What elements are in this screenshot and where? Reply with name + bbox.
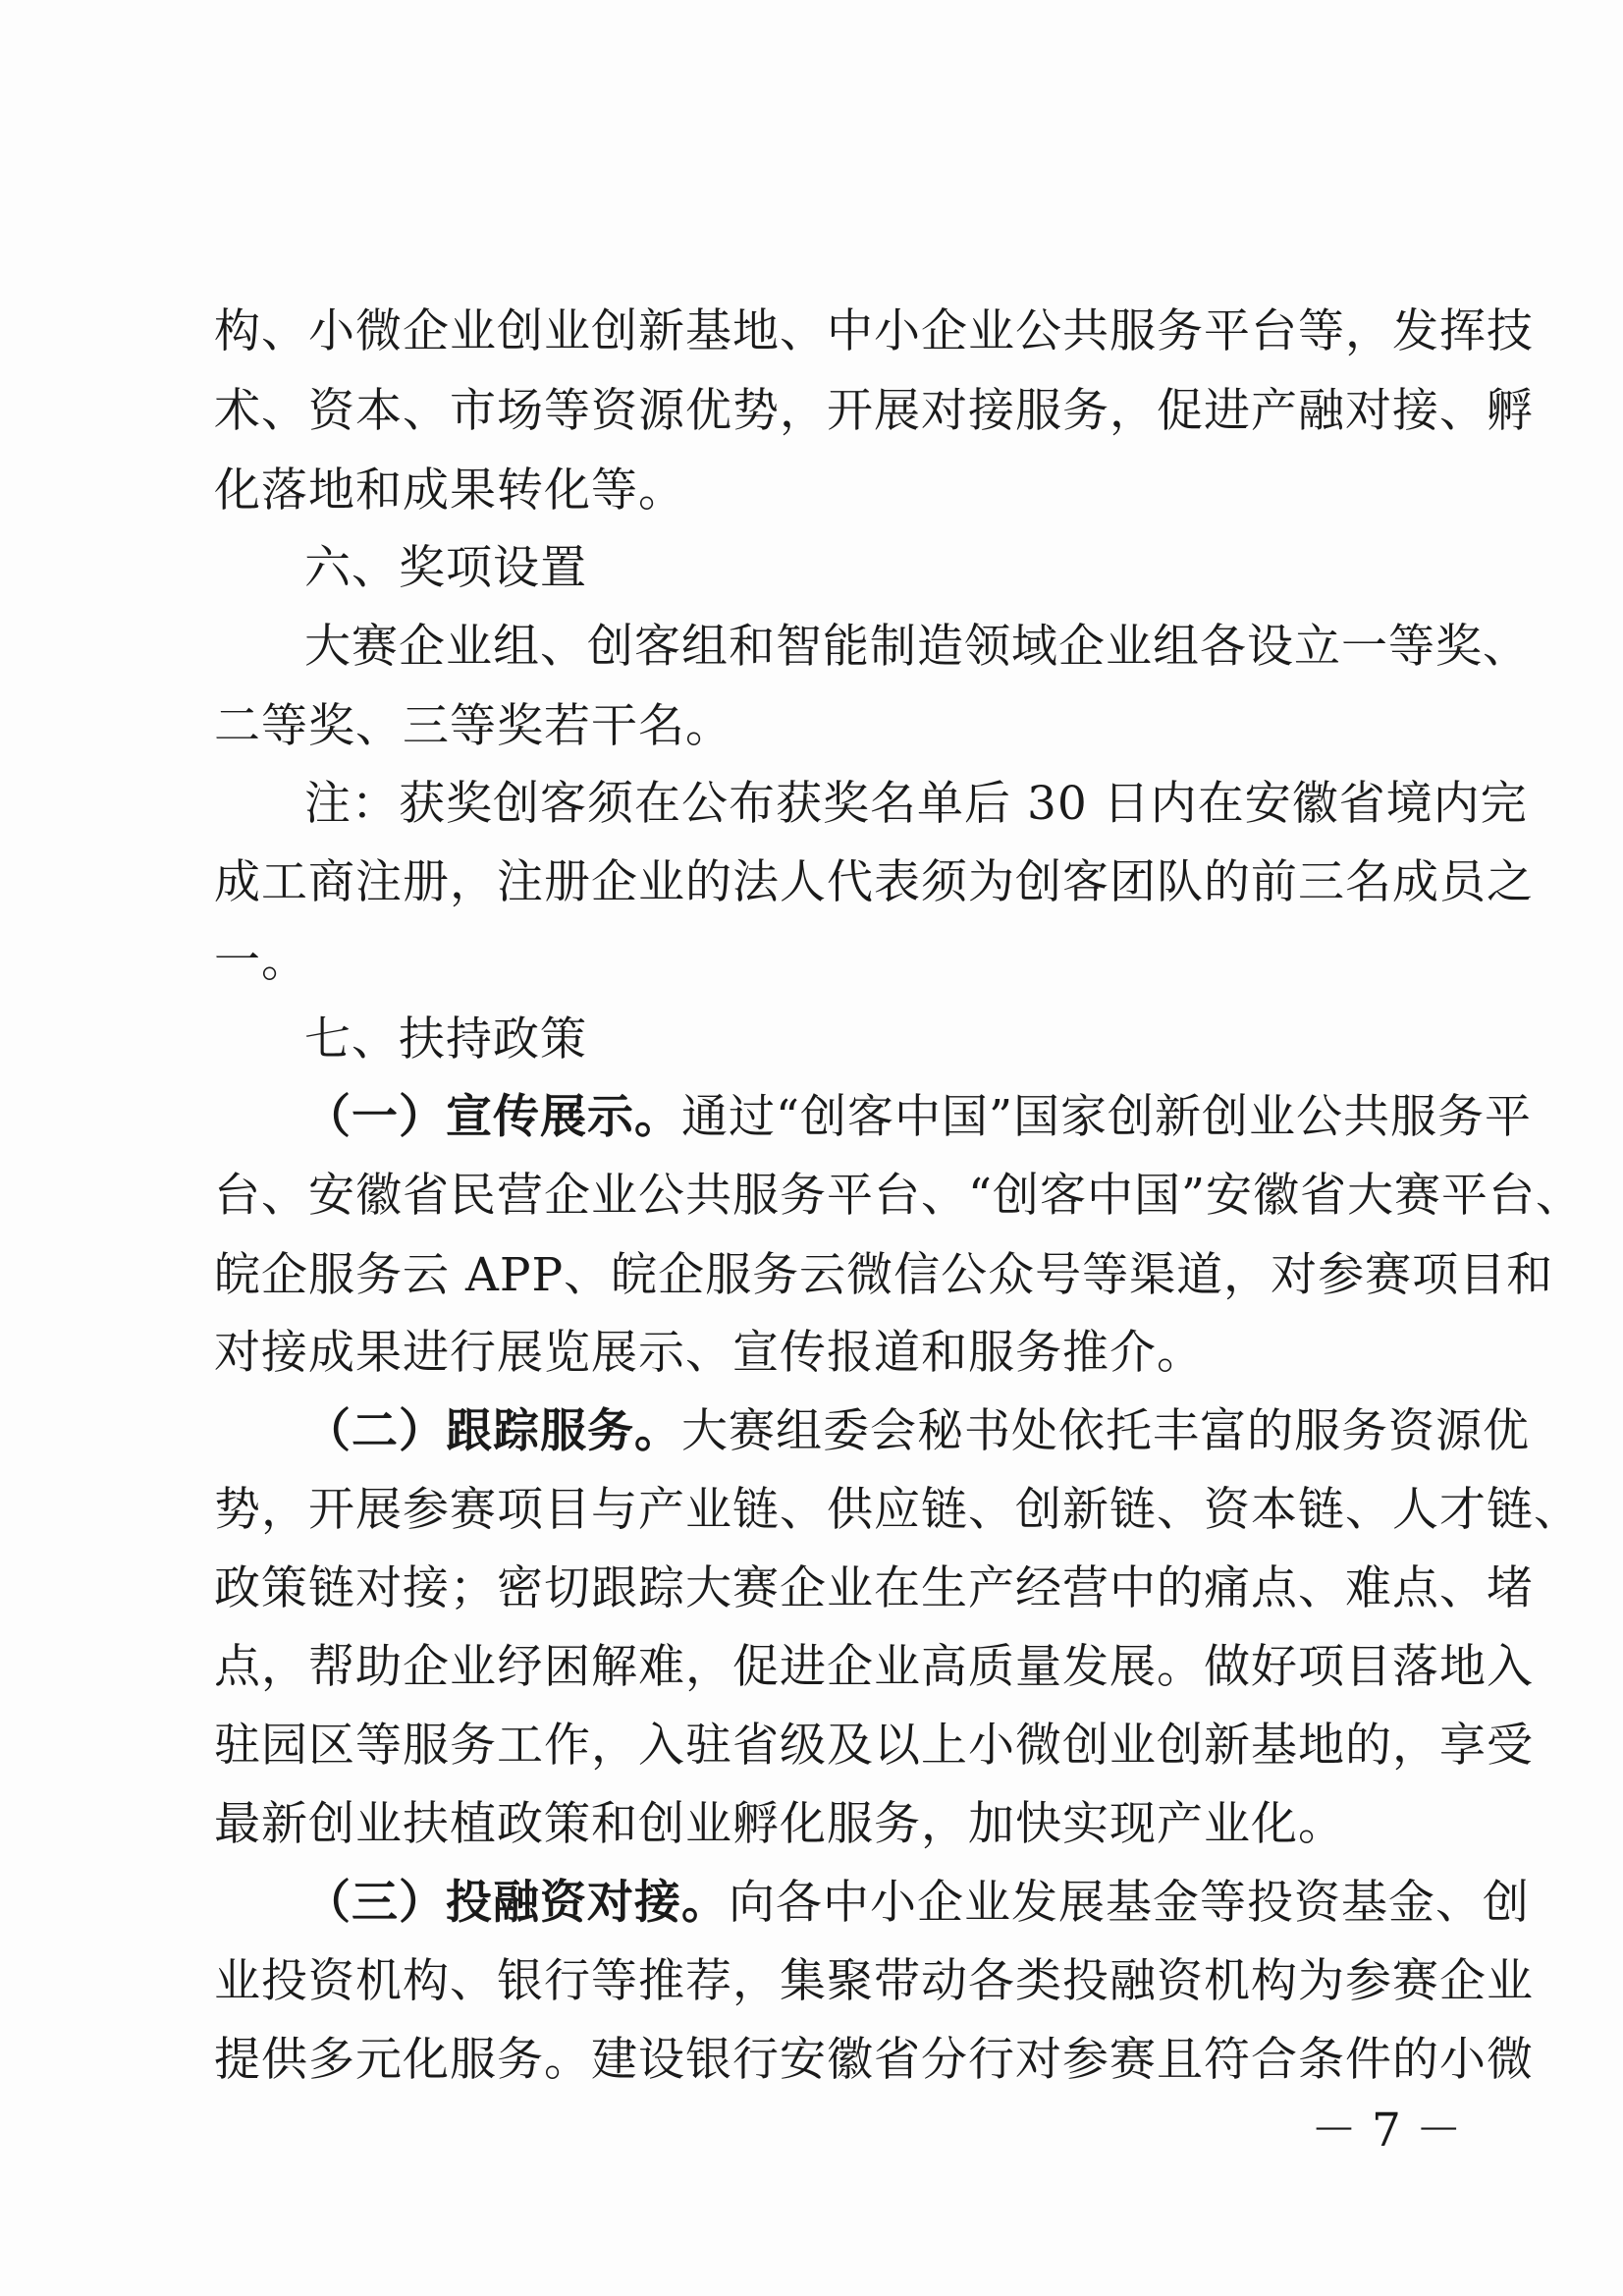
note-line: 一。 bbox=[214, 934, 308, 988]
body-line: 政策链对接；密切跟踪大赛企业在生产经营中的痛点、难点、堵 bbox=[214, 1561, 1534, 1615]
body-line: 化落地和成果转化等。 bbox=[214, 464, 685, 518]
subsection-line bbox=[304, 1402, 1530, 1461]
section-heading-awards: 六、奖项设置 bbox=[304, 541, 587, 595]
body-line: 对接成果进行展览展示、宣传报道和服务推介。 bbox=[214, 1326, 1204, 1380]
subsection-title-publicity: （一）宣传展示。 bbox=[304, 1090, 681, 1144]
section-heading-policy: 七、扶持政策 bbox=[304, 1012, 587, 1066]
body-line: 最新创业扶植政策和创业孵化服务，加快实现产业化。 bbox=[214, 1797, 1345, 1851]
body-line: 台、安徽省民营企业公共服务平台、“创客中国”安徽省大赛平台、 bbox=[214, 1169, 1584, 1223]
body-line: 二等奖、三等奖若干名。 bbox=[214, 699, 732, 753]
subsection-text: 向各中小企业发展基金等投资基金、创 bbox=[729, 1876, 1530, 1930]
subsection-line bbox=[304, 1874, 1530, 1933]
body-line: 点，帮助企业纾困解难，促进企业高质量发展。做好项目落地入 bbox=[214, 1640, 1534, 1694]
body-line: 驻园区等服务工作，入驻省级及以上小微创业创新基地的，享受 bbox=[214, 1719, 1534, 1773]
note-line: 成工商注册，注册企业的法人代表须为创客团队的前三名成员之 bbox=[214, 855, 1534, 909]
body-line: 大赛企业组、创客组和智能制造领域企业组各设立一等奖、 bbox=[304, 620, 1530, 674]
subsection-line bbox=[304, 1088, 1533, 1147]
subsection-title-financing: （三）投融资对接。 bbox=[304, 1876, 729, 1930]
body-line: 业投资机构、银行等推荐，集聚带动各类投融资机构为参赛企业 bbox=[214, 1954, 1534, 2008]
note-line: 注：获奖创客须在公布获奖名单后 30 日内在安徽省境内完 bbox=[304, 777, 1528, 831]
subsection-title-tracking: （二）跟踪服务。 bbox=[304, 1404, 681, 1458]
page-number: － 7 － bbox=[1311, 2104, 1462, 2158]
subsection-text: 大赛组委会秘书处依托丰富的服务资源优 bbox=[681, 1404, 1530, 1458]
body-line: 构、小微企业创业创新基地、中小企业公共服务平台等，发挥技 bbox=[214, 304, 1534, 358]
body-line: 势，开展参赛项目与产业链、供应链、创新链、资本链、人才链、 bbox=[214, 1483, 1581, 1537]
body-line: 提供多元化服务。建设银行安徽省分行对参赛且符合条件的小微 bbox=[214, 2033, 1534, 2087]
subsection-text: 通过“创客中国”国家创新创业公共服务平 bbox=[681, 1090, 1533, 1144]
body-line: 术、资本、市场等资源优势，开展对接服务，促进产融对接、孵 bbox=[214, 384, 1534, 438]
body-line: 皖企服务云 APP、皖企服务云微信公众号等渠道，对参赛项目和 bbox=[214, 1248, 1554, 1302]
